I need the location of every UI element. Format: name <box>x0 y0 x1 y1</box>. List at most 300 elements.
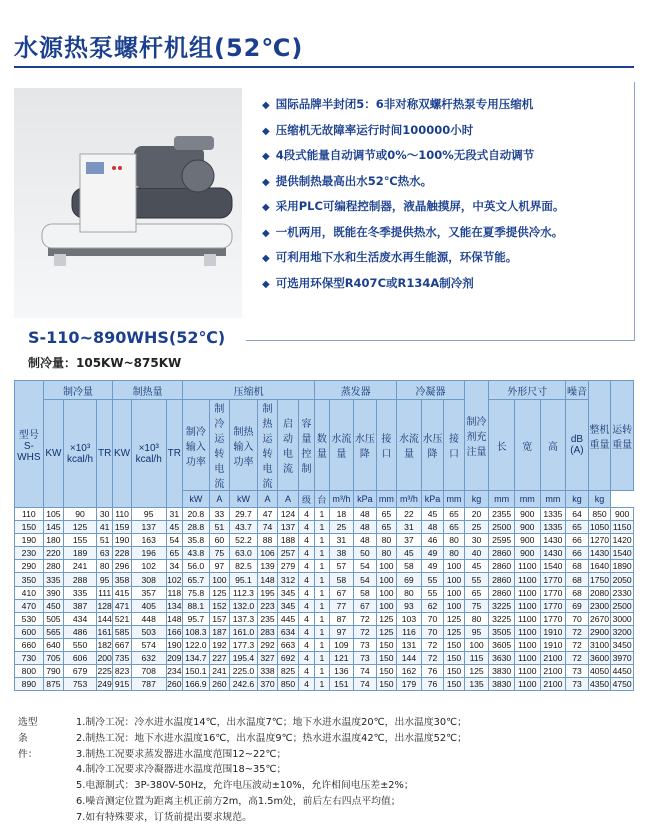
table-cell: 124 <box>278 508 298 521</box>
feature-item: ◆ 可利用地下水和生活废水再生能源，环保节能。 <box>262 250 518 264</box>
col-quantity: 数量 <box>315 400 329 491</box>
table-cell: 192 <box>209 638 229 651</box>
table-cell: 1770 <box>540 612 566 625</box>
table-cell: 1 <box>315 652 329 665</box>
table-cell: 4 <box>298 678 314 691</box>
table-cell: 195 <box>257 586 277 599</box>
table-cell: 80 <box>444 534 465 547</box>
table-cell: 4 <box>298 586 314 599</box>
table-cell: 159 <box>113 521 131 534</box>
table-cell: 90 <box>64 508 97 521</box>
feature-item: ◆ 4段式能量自动调节或0%～100%无段式自动调节 <box>262 148 535 162</box>
table-row <box>15 534 634 547</box>
table-cell: 1100 <box>514 612 540 625</box>
unit-cell: kPa <box>421 491 444 508</box>
table-row <box>15 625 634 638</box>
table-cell: 137 <box>278 521 298 534</box>
table-cell: 31 <box>397 521 422 534</box>
unit-cell: kPa <box>354 491 377 508</box>
table-cell: 667 <box>113 638 131 651</box>
table-cell: 550 <box>64 638 97 651</box>
table-cell: 410 <box>15 586 44 599</box>
table-cell: 2860 <box>489 560 515 573</box>
unit-cell: mm <box>514 491 540 508</box>
table-cell: 58 <box>397 560 422 573</box>
table-cell: 900 <box>514 534 540 547</box>
table-cell: 3000 <box>612 613 632 624</box>
table-cell: 180 <box>43 534 63 547</box>
table-cell: 200 <box>97 653 112 664</box>
table-cell: 137 <box>131 521 166 534</box>
table-cell: 1050 <box>589 522 610 533</box>
table-cell: 25 <box>329 521 354 534</box>
table-cell: 163 <box>131 534 166 547</box>
table-cell: 150.1 <box>183 665 210 678</box>
table-cell: 65 <box>444 508 465 521</box>
condition-item: 1.制冷工况：冷水进水温度14℃，出水温度7℃；地下水进水温度20℃，出水温度30℃； <box>76 717 467 728</box>
table-cell: 4 <box>298 521 314 534</box>
spec-table <box>14 380 634 691</box>
table-cell: 95.1 <box>230 573 258 586</box>
table-cell: 161 <box>97 626 112 637</box>
col-cool-kcal: ×10³ kcal/h <box>64 400 97 508</box>
table-cell: 634 <box>278 625 298 638</box>
unit-cell: m³/h <box>397 491 422 508</box>
table-row <box>15 547 634 560</box>
table-cell: 4 <box>298 665 314 678</box>
table-cell: 80 <box>444 547 465 560</box>
table-cell: 100 <box>209 573 229 586</box>
table-cell: 290 <box>15 560 44 573</box>
table-cell: 48 <box>354 508 377 521</box>
table-cell: 162 <box>397 665 422 678</box>
table-cell: 70 <box>566 612 589 625</box>
table-cell: 900 <box>611 508 634 521</box>
table-cell: 125 <box>376 612 396 625</box>
table-cell: 350 <box>15 573 44 586</box>
table-cell: 30 <box>96 508 112 521</box>
table-row <box>15 560 634 573</box>
table-cell: 40 <box>464 547 489 560</box>
bullet-icon: ◆ <box>262 176 270 188</box>
table-row <box>15 586 634 599</box>
table-cell: 471 <box>113 599 131 612</box>
table-cell: 102 <box>131 560 166 573</box>
feature-item: ◆ 可选用环保型R407C或R134A制冷剂 <box>262 275 474 290</box>
table-cell: 177.3 <box>230 638 258 651</box>
table-cell: 73 <box>354 638 377 651</box>
spec-table-wrapper <box>14 380 634 691</box>
feature-item: ◆ 压缩机无故障率运行时间100000小时 <box>262 122 474 137</box>
table-cell: 800 <box>15 665 44 678</box>
col-evap-flow: 水流量 <box>329 400 354 491</box>
table-cell: 288 <box>64 573 97 586</box>
table-cell: 75 <box>464 599 489 612</box>
table-cell: 1 <box>315 638 329 651</box>
table-cell: 1 <box>315 665 329 678</box>
table-cell: 137.3 <box>230 612 258 625</box>
table-cell: 632 <box>131 652 166 665</box>
table-cell: 67 <box>329 586 354 599</box>
table-cell: 58 <box>329 573 354 586</box>
chiller-unit-image <box>14 88 242 318</box>
table-cell: 370 <box>257 678 277 691</box>
table-cell: 1640 <box>589 561 610 572</box>
product-photo <box>14 88 242 318</box>
table-cell: 80 <box>464 612 489 625</box>
table-cell: 43.7 <box>230 521 258 534</box>
table-cell: 2050 <box>612 574 632 585</box>
table-cell: 257 <box>278 547 298 560</box>
table-cell: 730 <box>15 652 44 665</box>
table-cell: 65 <box>376 508 396 521</box>
table-cell: 115 <box>464 652 489 665</box>
table-cell: 49 <box>421 560 444 573</box>
table-cell: 125 <box>209 586 229 599</box>
table-cell: 20 <box>464 508 489 521</box>
table-cell: 4 <box>298 625 314 638</box>
model-range: S-110~890WHS(52℃) <box>28 328 226 347</box>
table-cell: 663 <box>278 638 298 651</box>
table-cell: 34 <box>166 560 182 573</box>
table-cell: 148 <box>257 573 277 586</box>
table-cell: 283 <box>257 625 277 638</box>
table-cell: 505 <box>43 612 63 625</box>
col-length: 长 <box>489 400 515 491</box>
table-cell: 1540 <box>540 560 566 573</box>
table-cell: 3100 <box>589 639 610 650</box>
table-cell: 249 <box>97 679 112 690</box>
table-cell: 67 <box>354 599 377 612</box>
table-cell: 45 <box>166 521 182 534</box>
table-cell: 189 <box>64 547 97 560</box>
table-cell: 1 <box>315 521 329 534</box>
table-cell: 235 <box>257 612 277 625</box>
table-cell: 3450 <box>612 639 632 650</box>
table-cell: 692 <box>278 652 298 665</box>
table-cell: 4 <box>298 573 314 586</box>
table-cell: 74 <box>354 665 377 678</box>
table-cell: 574 <box>131 638 166 651</box>
table-cell: 125 <box>444 625 465 638</box>
table-cell: 280 <box>43 560 63 573</box>
table-cell: 850 <box>278 678 298 691</box>
unit-cell: kW <box>230 491 258 508</box>
col-group-cooling: 制冷量 <box>43 381 113 400</box>
col-group-compressor: 压缩机 <box>183 381 315 400</box>
col-heat-tr: TR <box>166 400 182 508</box>
table-cell: 68 <box>566 560 589 573</box>
table-cell: 54 <box>354 560 377 573</box>
table-cell: 260 <box>209 678 229 691</box>
condition-item: 3.制热工况要求蒸发器进水温度范围12~22℃； <box>76 748 287 760</box>
table-cell: 65 <box>566 521 589 534</box>
table-cell: 65.7 <box>183 573 210 586</box>
table-cell: 230 <box>15 547 44 560</box>
table-cell: 1 <box>315 599 329 612</box>
table-cell: 100 <box>376 586 396 599</box>
table-cell: 1910 <box>540 638 566 651</box>
unit-cell: 台 <box>315 491 329 508</box>
table-cell: 296 <box>113 560 131 573</box>
table-cell: 312 <box>278 573 298 586</box>
table-cell: 43.8 <box>183 547 210 560</box>
table-cell: 2080 <box>589 587 610 598</box>
table-cell: 1430 <box>540 534 566 547</box>
table-cell: 69 <box>397 573 422 586</box>
table-cell: 3830 <box>489 665 515 678</box>
table-cell: 3605 <box>489 638 515 651</box>
table-cell: 790 <box>43 665 63 678</box>
table-cell: 242.6 <box>230 678 258 691</box>
table-cell: 190 <box>113 534 131 547</box>
table-cell: 223 <box>257 599 277 612</box>
table-cell: 151 <box>329 678 354 691</box>
table-cell: 150 <box>376 638 396 651</box>
capacity-range: 制冷量：105KW~875KW <box>28 356 182 370</box>
feature-item: ◆ 一机两用，既能在冬季提供热水，又能在夏季提供冷水。 <box>262 224 564 239</box>
table-cell: 565 <box>43 625 63 638</box>
table-cell: 1430 <box>540 547 566 560</box>
table-cell: 82.5 <box>230 560 258 573</box>
table-cell: 600 <box>15 625 44 638</box>
table-cell: 150 <box>376 678 396 691</box>
table-cell: 100 <box>376 599 396 612</box>
table-cell: 345 <box>278 599 298 612</box>
bullet-icon: ◆ <box>262 202 270 213</box>
col-cond-conn: 接口 <box>444 400 465 491</box>
table-cell: 72 <box>354 625 377 638</box>
table-cell: 228 <box>113 547 131 560</box>
table-cell: 76 <box>421 665 444 678</box>
feature-list <box>246 82 634 296</box>
table-cell: 65 <box>166 547 182 560</box>
table-cell: 195.4 <box>230 652 258 665</box>
table-cell: 74 <box>257 521 277 534</box>
table-cell: 72 <box>421 652 444 665</box>
table-cell: 80 <box>397 586 422 599</box>
table-cell: 2355 <box>489 508 515 521</box>
table-cell: 116 <box>397 625 422 638</box>
table-cell: 2300 <box>589 600 610 611</box>
table-cell: 225.0 <box>230 665 258 678</box>
table-cell: 64 <box>566 508 589 521</box>
table-row <box>15 573 634 586</box>
table-cell: 72 <box>421 638 444 651</box>
table-cell: 125 <box>376 625 396 638</box>
table-cell: 125 <box>444 612 465 625</box>
table-cell: 735 <box>113 652 131 665</box>
table-cell: 166.9 <box>183 678 210 691</box>
table-cell: 890 <box>15 678 44 691</box>
table-cell: 75.8 <box>183 586 210 599</box>
table-cell: 150 <box>376 665 396 678</box>
table-cell: 448 <box>131 612 166 625</box>
table-cell: 434 <box>64 612 97 625</box>
table-cell: 128 <box>97 600 112 611</box>
table-cell: 65 <box>464 586 489 599</box>
table-cell: 150 <box>444 638 465 651</box>
table-cell: 1100 <box>514 573 540 586</box>
table-cell: 708 <box>131 665 166 678</box>
table-cell: 260 <box>167 679 182 690</box>
table-cell: 100 <box>444 573 465 586</box>
table-cell: 279 <box>278 560 298 573</box>
table-cell: 112.3 <box>230 586 258 599</box>
unit-cell: mm <box>444 491 465 508</box>
table-cell: 187 <box>209 625 229 638</box>
table-cell: 95 <box>464 625 489 638</box>
table-cell: 220 <box>43 547 63 560</box>
table-cell: 2860 <box>489 586 515 599</box>
spec-table-body <box>15 508 634 691</box>
page-title: 水源热泵螺杆机组(52℃) <box>14 34 304 62</box>
unit-cell: A <box>209 491 229 508</box>
table-cell: 915 <box>113 678 131 691</box>
table-cell: 1750 <box>589 574 610 585</box>
table-cell: 1100 <box>514 586 540 599</box>
col-heat-current: 制热运转电流 <box>257 400 277 491</box>
condition-item: 7.如有特殊要求，订货前提出要求规范。 <box>76 811 252 823</box>
table-cell: 445 <box>278 612 298 625</box>
col-heat-kcal: ×10³ kcal/h <box>131 400 166 508</box>
table-cell: 2860 <box>489 547 515 560</box>
table-cell: 134 <box>167 600 182 611</box>
table-cell: 122.0 <box>183 638 210 651</box>
table-cell: 45 <box>397 547 422 560</box>
condition-item: 5.电源制式：3P-380V-50Hz，允许电压波动±10%，允许相间电压差±2%； <box>76 780 414 792</box>
table-cell: 503 <box>131 625 166 638</box>
table-cell: 1100 <box>514 665 540 678</box>
table-cell: 80 <box>376 534 396 547</box>
table-cell: 52.2 <box>230 534 258 547</box>
table-cell: 530 <box>15 612 44 625</box>
table-cell: 190 <box>167 639 182 650</box>
col-group-dimensions: 外形尺寸 <box>489 381 566 400</box>
table-cell: 640 <box>43 638 63 651</box>
table-cell: 56.0 <box>183 560 210 573</box>
table-cell: 110 <box>113 508 131 521</box>
table-cell: 68 <box>566 573 589 586</box>
table-cell: 486 <box>64 625 97 638</box>
table-cell: 335 <box>64 586 97 599</box>
table-cell: 105 <box>43 508 63 521</box>
table-cell: 606 <box>64 652 97 665</box>
table-cell: 35.8 <box>183 534 210 547</box>
table-cell: 4 <box>298 652 314 665</box>
table-cell: 4 <box>298 534 314 547</box>
table-cell: 106 <box>257 547 277 560</box>
bullet-icon: ◆ <box>262 151 270 162</box>
col-cool-input: 制冷输入功率 <box>183 400 210 491</box>
col-start-current: 启动电流 <box>278 400 298 491</box>
table-cell: 1100 <box>514 678 540 691</box>
col-group-evaporator: 蒸发器 <box>315 381 397 400</box>
col-refrigerant: 制冷剂充注量 <box>464 381 489 491</box>
table-cell: 335 <box>43 573 63 586</box>
unit-cell: 级 <box>298 491 314 508</box>
table-cell: 4 <box>298 560 314 573</box>
table-cell: 100 <box>444 599 465 612</box>
table-cell: 54 <box>166 534 182 547</box>
table-cell: 49 <box>421 547 444 560</box>
table-cell: 88.1 <box>183 599 210 612</box>
col-cond-flow: 水流量 <box>397 400 422 491</box>
table-cell: 31 <box>329 534 354 547</box>
table-cell: 51 <box>209 521 229 534</box>
table-cell: 46 <box>421 534 444 547</box>
table-cell: 72 <box>354 612 377 625</box>
table-cell: 100 <box>444 560 465 573</box>
col-width: 宽 <box>514 400 540 491</box>
unit-cell: A <box>257 491 277 508</box>
table-cell: 787 <box>131 678 166 691</box>
table-cell: 1100 <box>514 560 540 573</box>
unit-cell: A <box>278 491 298 508</box>
table-cell: 1 <box>315 508 329 521</box>
table-cell: 93 <box>397 599 422 612</box>
table-cell: 72 <box>566 625 589 638</box>
unit-cell: kg <box>566 491 589 508</box>
col-noise-db: dB (A) <box>566 400 589 491</box>
unit-cell: kW <box>183 491 210 508</box>
table-cell: 80 <box>96 560 112 573</box>
table-cell: 234 <box>167 666 182 677</box>
table-cell: 62 <box>421 599 444 612</box>
table-cell: 63.0 <box>230 547 258 560</box>
table-cell: 2500 <box>612 600 632 611</box>
table-cell: 1540 <box>612 548 632 559</box>
table-cell: 2330 <box>612 587 632 598</box>
bullet-icon: ◆ <box>262 227 270 239</box>
table-cell: 102 <box>167 574 182 585</box>
table-cell: 45 <box>421 508 444 521</box>
table-cell: 4450 <box>612 666 632 677</box>
table-cell: 4050 <box>589 666 610 677</box>
col-evap-dp: 水压降 <box>354 400 377 491</box>
table-cell: 73 <box>566 678 589 691</box>
table-cell: 55 <box>421 586 444 599</box>
table-cell: 144 <box>397 652 422 665</box>
table-cell: 1335 <box>540 521 566 534</box>
table-cell: 1770 <box>540 599 566 612</box>
col-cool-kw: KW <box>43 400 63 508</box>
table-cell: 131 <box>397 638 422 651</box>
col-group-condenser: 冷凝器 <box>397 381 465 400</box>
table-cell: 55 <box>464 573 489 586</box>
table-cell: 135 <box>464 678 489 691</box>
table-cell: 37 <box>397 534 422 547</box>
table-row <box>15 638 634 651</box>
table-cell: 1430 <box>589 548 610 559</box>
col-evap-conn: 接口 <box>376 400 396 491</box>
table-cell: 48 <box>421 521 444 534</box>
table-cell: 77 <box>329 599 354 612</box>
table-cell: 660 <box>15 638 44 651</box>
table-cell: 387 <box>64 599 97 612</box>
table-cell: 3970 <box>612 653 632 664</box>
table-cell: 3200 <box>612 626 632 637</box>
table-cell: 2100 <box>540 665 566 678</box>
table-cell: 29.7 <box>230 508 258 521</box>
table-cell: 95.7 <box>183 612 210 625</box>
table-cell: 25 <box>464 521 489 534</box>
table-cell: 50 <box>354 547 377 560</box>
col-group-noise: 噪音 <box>566 381 589 400</box>
table-cell: 4 <box>298 547 314 560</box>
table-row <box>15 652 634 665</box>
table-cell: 45 <box>464 560 489 573</box>
